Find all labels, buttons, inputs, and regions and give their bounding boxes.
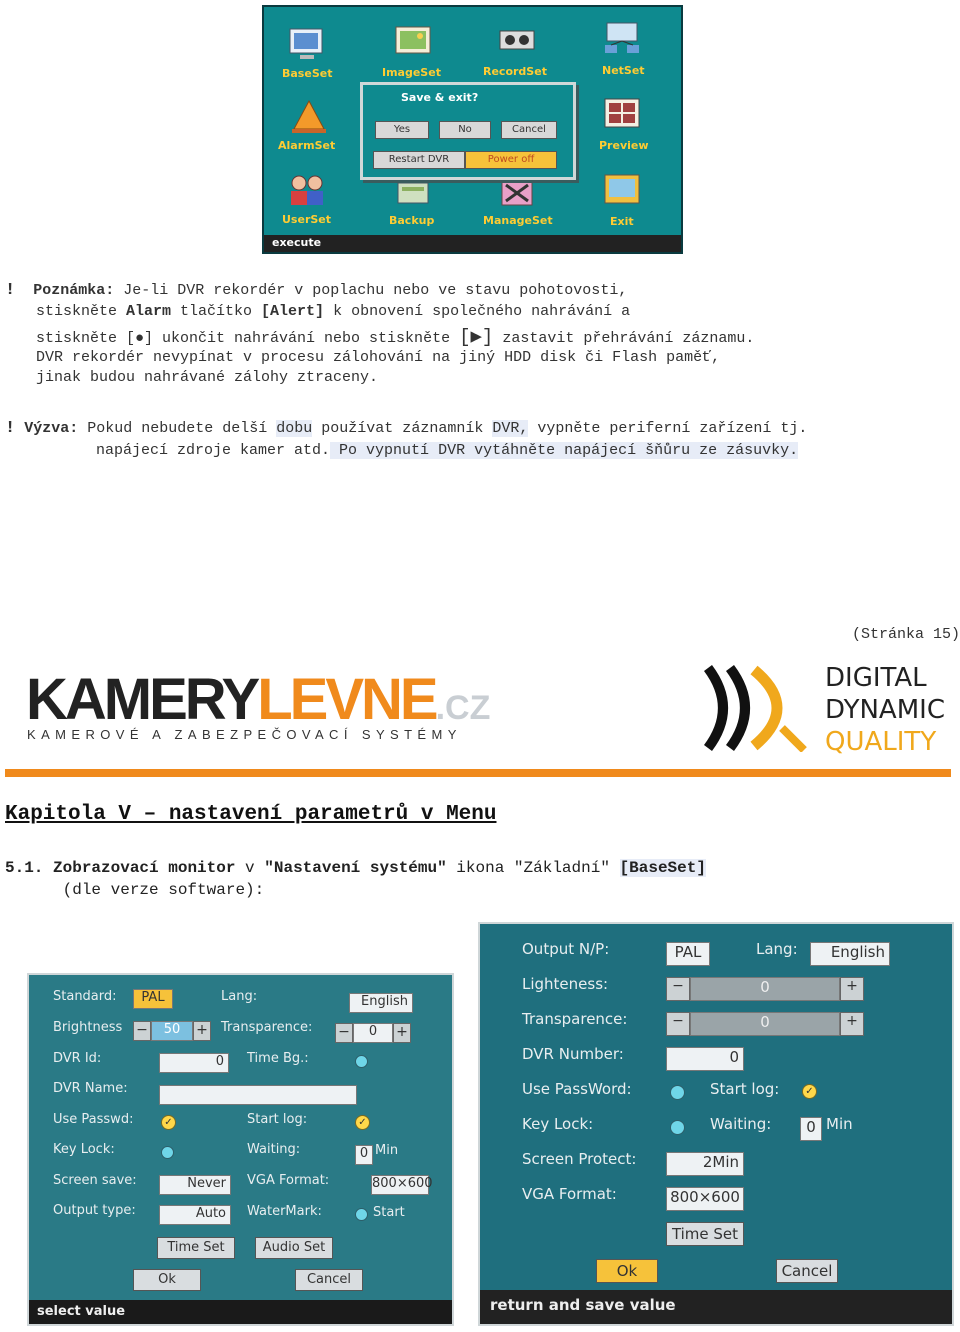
note-label: Poznámka: — [33, 282, 115, 299]
lightness-field[interactable]: 0 — [690, 977, 840, 1001]
brightness-plus-button[interactable]: + — [193, 1021, 211, 1041]
note-line-3 — [36, 327, 754, 349]
section-number: 5.1. — [5, 859, 44, 877]
note-text: stiskněte [●] ukončit nahrávání nebo stiskněte — [36, 330, 460, 347]
recordset-film-icon — [496, 21, 538, 59]
transparence-label: Transparence: — [221, 1020, 313, 1035]
menu-status-bar — [264, 235, 681, 252]
transparence-plus-button[interactable]: + — [840, 1012, 864, 1036]
brightness-field[interactable]: 50 — [151, 1021, 193, 1041]
exit-screen-icon — [601, 171, 643, 209]
start-log-label: Start log: — [710, 1080, 780, 1098]
cancel-button[interactable]: Cancel — [501, 121, 557, 139]
menu-item-backup[interactable]: Backup — [389, 214, 435, 227]
lang-field[interactable]: English — [349, 993, 413, 1013]
start-log-label: Start log: — [247, 1112, 308, 1127]
menu-item-userset[interactable]: UserSet — [282, 213, 332, 226]
use-password-label: Use PassWord: — [522, 1080, 632, 1098]
screen-protect-field[interactable]: 2Min — [666, 1152, 744, 1176]
warning-text: napájecí zdroje kamer atd. — [96, 442, 331, 459]
time-set-button[interactable]: Time Set — [666, 1222, 744, 1246]
warning-block — [5, 419, 807, 439]
status-bar: select value — [29, 1300, 452, 1324]
brightness-minus-button[interactable]: − — [133, 1021, 151, 1041]
logo-levne: LEVNE — [257, 667, 436, 732]
yes-button[interactable]: Yes — [375, 121, 429, 139]
waiting-field[interactable]: 0 — [355, 1145, 373, 1165]
note-text: zastavit přehrávání záznamu. — [493, 330, 755, 347]
baseset-monitor-icon — [286, 25, 328, 63]
warning-text: Po vypnutí DVR vytáhněte napájecí šňůru ze zásuvky. — [330, 442, 799, 459]
key-lock-label: Key Lock: — [522, 1115, 594, 1133]
warning-text: vypněte periferní zařízení tj. — [528, 420, 808, 437]
output-type-field[interactable]: Auto — [159, 1205, 231, 1225]
baseset-screenshot-old — [27, 973, 454, 1326]
status-bar: return and save value — [480, 1290, 952, 1324]
lang-label: Lang: — [221, 989, 258, 1004]
dvr-id-field[interactable]: 0 — [159, 1053, 229, 1073]
transparence-label: Transparence: — [522, 1010, 628, 1028]
logo-tagline: KAMEROVÉ A ZABEZPEČOVACÍ SYSTÉMY — [27, 727, 462, 742]
ok-button[interactable]: Ok — [133, 1269, 201, 1291]
warning-text: používat záznamník — [312, 420, 493, 437]
page-number: (Stránka 15) — [851, 626, 960, 643]
ok-button[interactable]: Ok — [596, 1259, 658, 1283]
lang-label: Lang: — [756, 940, 798, 958]
lightness-minus-button[interactable]: − — [666, 977, 690, 1001]
vga-format-label: VGA Format: — [522, 1185, 617, 1203]
note-line-1: Je-li DVR rekordér v poplachu nebo ve stavu pohotovosti, — [114, 282, 628, 299]
menu-item-recordset[interactable]: RecordSet — [483, 65, 547, 78]
output-field[interactable]: PAL — [666, 942, 710, 966]
logo-cz: .CZ — [435, 689, 491, 727]
section-text: v — [235, 859, 265, 877]
ddq-digital: DIGITAL — [825, 663, 927, 693]
note-line-4: DVR rekordér nevypínat v procesu zálohování na jiný HDD disk či Flash paměť, — [36, 349, 721, 366]
transparence-field[interactable]: 0 — [353, 1023, 393, 1043]
cancel-button[interactable]: Cancel — [295, 1269, 363, 1291]
warning-text: DVR, — [492, 420, 529, 437]
vga-format-field[interactable]: 800×600 — [666, 1187, 744, 1211]
userset-people-icon — [286, 171, 328, 209]
menu-item-exit[interactable]: Exit — [610, 215, 634, 228]
transparence-minus-button[interactable]: − — [666, 1012, 690, 1036]
waiting-label: Waiting: — [710, 1115, 772, 1133]
audio-set-button[interactable]: Audio Set — [255, 1237, 333, 1259]
waiting-label: Waiting: — [247, 1142, 301, 1157]
cancel-button[interactable]: Cancel — [776, 1259, 838, 1283]
note-text: stiskněte — [36, 303, 127, 320]
warning-text: dobu — [276, 420, 313, 437]
vga-format-label: VGA Format: — [247, 1173, 330, 1188]
standard-field[interactable]: PAL — [133, 989, 173, 1009]
output-label: Output N/P: — [522, 940, 610, 958]
netset-network-icon — [601, 19, 643, 57]
waiting-min-label: Min — [826, 1115, 853, 1133]
play-key-symbol: [▶] — [459, 326, 494, 348]
key-lock-radio[interactable] — [670, 1120, 685, 1135]
ddq-logo-icon — [704, 664, 814, 752]
alarmset-siren-icon — [288, 97, 330, 135]
ddq-quality: QUALITY — [825, 727, 937, 757]
dvr-name-label: DVR Name: — [53, 1081, 128, 1096]
brightness-label: Brightness — [53, 1020, 123, 1035]
save-exit-dialog — [360, 82, 576, 180]
menu-item-baseset[interactable]: BaseSet — [282, 67, 333, 80]
section-heading — [5, 857, 706, 901]
menu-item-netset[interactable]: NetSet — [602, 64, 645, 77]
waiting-min-label: Min — [375, 1143, 399, 1158]
ddq-text — [825, 662, 945, 758]
no-button[interactable]: No — [439, 121, 491, 139]
transparence-field[interactable]: 0 — [690, 1012, 840, 1036]
menu-item-preview[interactable]: Preview — [599, 139, 649, 152]
menu-item-manageset[interactable]: ManageSet — [483, 214, 553, 227]
dvr-name-field[interactable] — [159, 1085, 357, 1105]
transparence-minus-button[interactable]: − — [335, 1023, 353, 1043]
logo-kamery: KAMERY — [26, 667, 258, 732]
transparence-plus-button[interactable]: + — [393, 1023, 411, 1043]
key-lock-radio[interactable] — [161, 1146, 174, 1159]
vga-format-field[interactable]: 800×600 — [371, 1175, 429, 1195]
use-passwd-label: Use Passwd: — [53, 1112, 134, 1127]
key-lock-label: Key Lock: — [53, 1142, 115, 1157]
menu-item-imageset[interactable]: ImageSet — [382, 66, 441, 79]
watermark-radio[interactable] — [355, 1208, 368, 1221]
baseset-screenshot-new — [478, 922, 954, 1326]
dialog-title: Save & exit? — [401, 91, 479, 104]
preview-screens-icon — [601, 95, 643, 133]
waiting-field[interactable]: 0 — [800, 1117, 822, 1141]
warning-line-2 — [96, 441, 798, 461]
menu-item-alarmset[interactable]: AlarmSet — [278, 139, 336, 152]
lightness-label: Lighteness: — [522, 975, 609, 993]
use-password-radio[interactable] — [670, 1085, 685, 1100]
lang-field[interactable]: English — [810, 942, 890, 966]
restart-dvr-button[interactable]: Restart DVR — [373, 151, 465, 169]
status-text: execute — [272, 236, 322, 249]
watermark-start-label: Start — [373, 1205, 405, 1220]
warning-exclamation: ! — [5, 419, 16, 438]
screen-save-label: Screen save: — [53, 1173, 137, 1188]
dvr-number-label: DVR Number: — [522, 1045, 624, 1063]
chapter-title: Kapitola V – nastavení parametrů v Menu — [5, 803, 497, 826]
dvr-number-field[interactable]: 0 — [666, 1047, 744, 1071]
ddq-dynamic: DYNAMIC — [825, 695, 945, 725]
time-bg-radio[interactable] — [355, 1055, 368, 1068]
warning-text: Pokud nebudete delší — [78, 420, 277, 437]
note-text: k obnovení společného nahrávání a — [324, 303, 631, 320]
lightness-plus-button[interactable]: + — [840, 977, 864, 1001]
time-set-button[interactable]: Time Set — [157, 1237, 235, 1259]
dvr-main-menu-screenshot — [262, 5, 683, 254]
dvr-id-label: DVR Id: — [53, 1051, 102, 1066]
screen-protect-label: Screen Protect: — [522, 1150, 637, 1168]
power-off-button[interactable]: Power off — [465, 151, 557, 169]
watermark-label: WaterMark: — [247, 1204, 322, 1219]
standard-label: Standard: — [53, 989, 117, 1004]
use-passwd-check-icon[interactable]: ✓ — [161, 1115, 176, 1130]
screen-save-field[interactable]: Never — [159, 1175, 231, 1195]
note-line-5: jinak budou nahrávané zálohy ztraceny. — [36, 369, 379, 386]
output-type-label: Output type: — [53, 1203, 136, 1218]
note-exclamation: ! — [5, 281, 16, 300]
imageset-picture-icon — [392, 23, 434, 61]
section-system: "Nastavení systému" — [264, 859, 447, 877]
section-text: ikona "Základní" — [446, 859, 620, 877]
start-log-check-icon[interactable]: ✓ — [802, 1084, 817, 1099]
orange-divider — [5, 769, 951, 777]
note-text: tlačítko — [171, 303, 262, 320]
section-baseset: [BaseSet] — [619, 859, 706, 877]
note-block — [5, 281, 627, 301]
section-version-note: (dle verze software): — [62, 881, 265, 899]
note-line-2 — [36, 302, 630, 322]
warning-label: Výzva: — [24, 420, 79, 437]
time-bg-label: Time Bg.: — [247, 1051, 309, 1066]
start-log-check-icon[interactable]: ✓ — [355, 1115, 370, 1130]
alert-key: [Alert] — [261, 303, 325, 320]
section-title: Zobrazovací monitor — [53, 859, 236, 877]
alarm-word: Alarm — [126, 303, 172, 320]
